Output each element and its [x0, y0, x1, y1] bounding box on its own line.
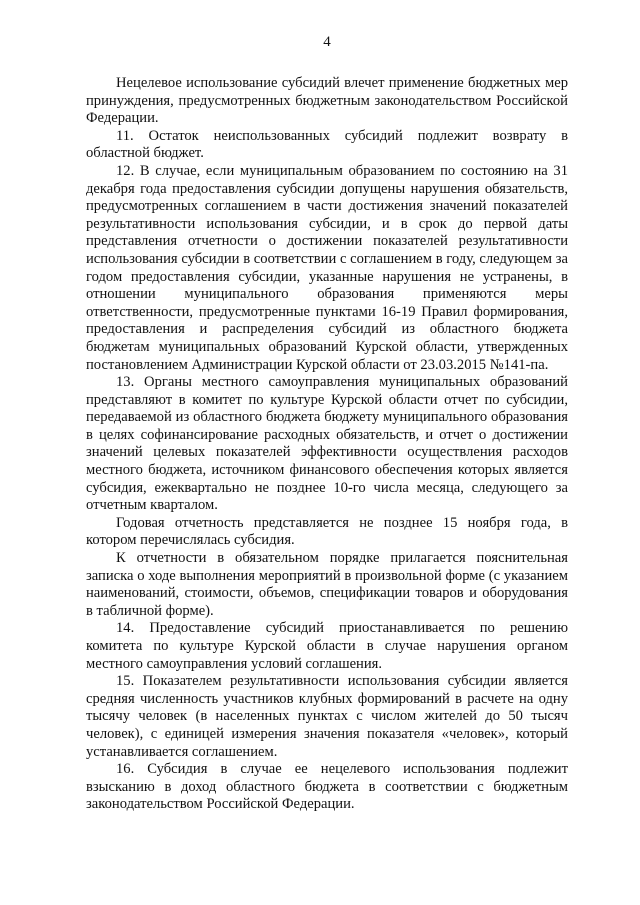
paragraph-11-unused-balance: 11. Остаток неиспользованных субсидий подлежит возврату в областной бюджет. [86, 127, 568, 162]
paragraph-15-performance-indicator: 15. Показателем результативности использования субсидии является средняя численность участников клубных формирований в расчете на одну тысячу человек (в населенных пунктах с числом жителей до 50 тысяч человек), с единицей измерения значения показателя «человек», который устанавливается соглашением. [86, 673, 568, 760]
paragraph-12-violations: 12. В случае, если муниципальным образованием по состоянию на 31 декабря года предоставления субсидии допущены нарушения обязательств, предусмотренных соглашением в части достижения значений показателей результативности использования субсидии, и в срок до первой даты представления отчетности о достижении показателей результативности использования субсидии в соответствии с соглашением в году, следующем за годом предоставления субсидии, указанные нарушения не устранены, в отношении муниципального образования применяются меры ответственности, предусмотренные пунктами 16-19 Правил формирования, предоставления и распределения субсидий из областного бюджета бюджетам муниципальных образований Курской области, утвержденных постановлением Администрации Курской области от 23.03.2015 №141-па. [86, 162, 568, 373]
paragraph-14-suspension: 14. Предоставление субсидий приостанавливается по решению комитета по культуре Курской области в случае нарушения органом местного самоуправления условий соглашения. [86, 620, 568, 672]
paragraph-explanatory-note: К отчетности в обязательном порядке прилагается пояснительная записка о ходе выполнения мероприятий в произвольной форме (с указанием наименований, стоимости, объемов, спецификации товаров и оборудования в табличной форме). [86, 550, 568, 619]
paragraph-16-recovery: 16. Субсидия в случае ее нецелевого использования подлежит взысканию в доход областного бюджета в соответствии с бюджетным законодательством Российской Федерации. [86, 761, 568, 813]
paragraph-13-reporting: 13. Органы местного самоуправления муниципальных образований представляют в комитет по культуре Курской области отчет по субсидии, передаваемой из областного бюджета бюджету муниципального образования в целях софинансирование расходных обязательств, и отчет о достижении значений целевых показателей эффективности осуществления расходов местного бюджета, источником финансового обеспечения которых является субсидия, ежеквартально не позднее 10-го числа месяца, следующего за отчетным кварталом. [86, 374, 568, 514]
paragraph-annual-reporting: Годовая отчетность представляется не позднее 15 ноября года, в котором перечислялась субсидия. [86, 514, 568, 549]
page-number: 4 [323, 34, 331, 50]
paragraph-misuse-measures: Нецелевое использование субсидий влечет применение бюджетных мер принуждения, предусмотренных бюджетным законодательством Российской Федерации. [86, 75, 568, 127]
